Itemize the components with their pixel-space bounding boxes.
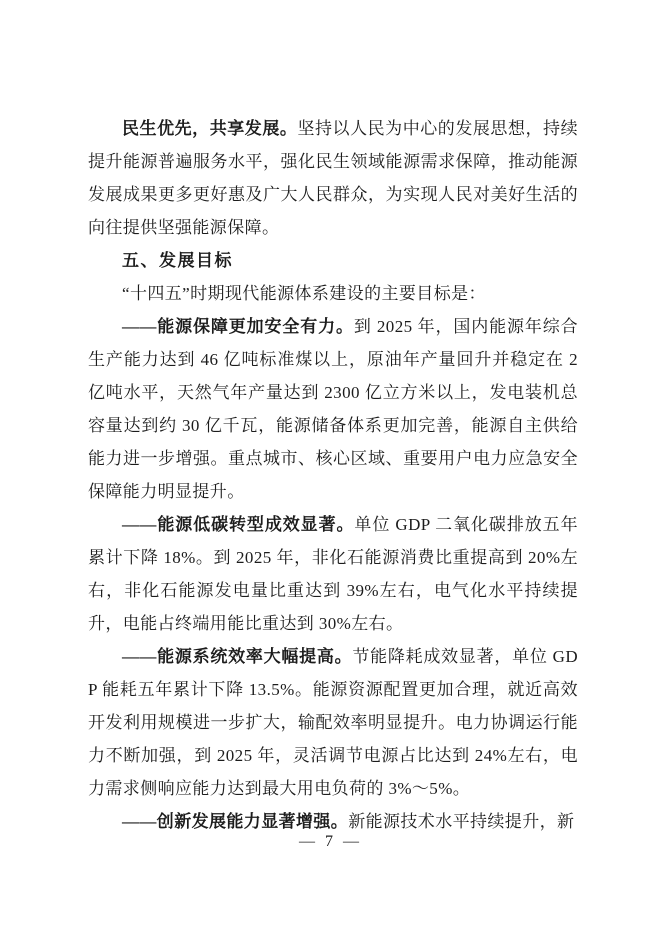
paragraph-low-carbon [88,508,578,640]
paragraph-text-efficiency: 节能降耗成效显著，单位 GDP 能耗五年累计下降 13.5%。能源资源配置更加合理，就近高效开发利用规模进一步扩大，输配效率明显提升。电力协调运行能力不断加强，到 2025 年，灵活调节电源占比达到 24%左右，电力需求侧响应能力达到最大用电负荷的 3%～5%。 [88,647,579,798]
paragraph-text-intro: “十四五”时期现代能源体系建设的主要目标是： [122,284,486,303]
paragraph-lead-energy-security: ——能源保障更加安全有力。 [122,317,354,336]
paragraph-text-energy-security: 到 2025 年，国内能源年综合生产能力达到 46 亿吨标准煤以上，原油年产量回升并稳定在 2 亿吨水平，天然气年产量达到 2300 亿立方米以上，发电装机总容量达到约 30 亿千瓦，能源储备体系更加完善，能源自主供给能力进一步增强。重点城市、核心区域、重要用户电力应急安全保障能力明显提升。 [88,317,578,501]
paragraph-efficiency [88,640,578,805]
paragraph-lead-innovation: ——创新发展能力显著增强。 [122,812,349,831]
paragraph-text-people-first: 坚持以人民为中心的发展思想，持续提升能源普遍服务水平，强化民生领域能源需求保障，推动能源发展成果更多更好惠及广大人民群众，为实现人民对美好生活的向往提供坚强能源保障。 [88,119,578,237]
paragraph-text-low-carbon: 单位 GDP 二氧化碳排放五年累计下降 18%。到 2025 年，非化石能源消费比重提高到 20%左右，非化石能源发电量比重达到 39%左右，电气化水平持续提升，电能占终端用能比重达到 30%左右。 [88,515,578,633]
paragraph-lead-efficiency: ——能源系统效率大幅提高。 [122,647,353,666]
paragraph-people-first [88,112,578,244]
document-body [88,112,578,838]
section-heading-development-goals: 五、发展目标 [122,251,233,270]
paragraph-lead-people-first: 民生优先，共享发展。 [122,119,298,138]
paragraph-text-innovation: 新能源技术水平持续提升，新 [348,812,575,831]
paragraph-intro [88,277,578,310]
page-number: — 7 — [299,833,362,850]
paragraph-energy-security [88,310,578,508]
paragraph-lead-low-carbon: ——能源低碳转型成效显著。 [122,515,355,534]
